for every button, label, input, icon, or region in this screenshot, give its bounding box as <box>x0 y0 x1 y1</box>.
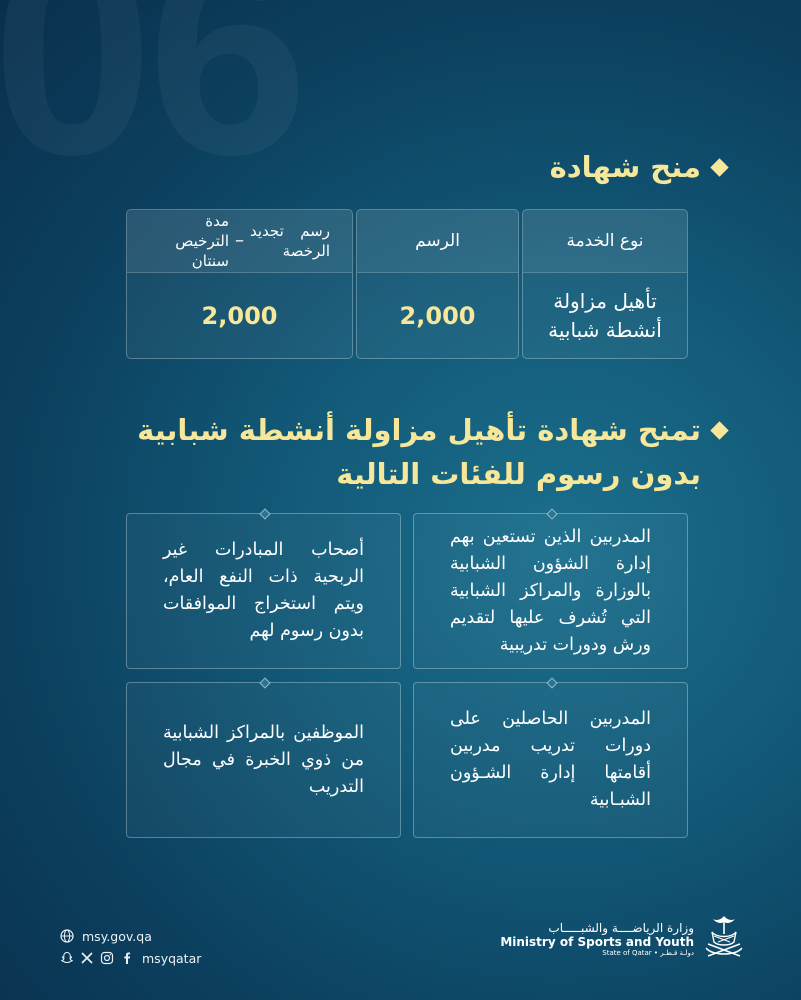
renewal-fee-value: 2,000 <box>201 301 278 330</box>
heading-text: تمنح شهادة تأهيل مزاولة أنشطة شبابية بدون رسوم للفئات التالية <box>137 413 701 491</box>
heading-text: منح شهادة <box>549 150 701 184</box>
footer-links <box>60 925 201 969</box>
diamond-bullet-icon <box>710 421 728 439</box>
renewal-fee-label: رسم تجديد الرخصة <box>250 222 330 260</box>
category-text: الموظفين بالمراكز الشبابية من ذوي الخبرة في مجال التدريب <box>163 722 364 797</box>
card-value: تأهيل مزاولة أنشطة شبابية <box>548 288 662 342</box>
state-label: State of Qatar • دولـة قـطـر <box>602 949 694 957</box>
heading-free-categories <box>116 408 726 496</box>
heading-grant-certificate <box>550 150 726 184</box>
card-fee <box>356 209 519 359</box>
facebook-icon[interactable] <box>120 951 134 965</box>
license-duration-label: مدة الترخيص سنتان <box>175 212 229 270</box>
instagram-icon[interactable] <box>100 951 114 965</box>
globe-icon <box>60 929 74 943</box>
category-box <box>126 513 401 669</box>
category-text: المدربين الذين تستعين بهم إدارة الشؤون الشبابية بالوزارة والمراكز الشبابية التي تُشرف عليها لتقديم ورش ودورات تدريبية <box>450 526 651 655</box>
category-text: أصحاب المبادرات غير الربحية ذات النفع العام، ويتم استخراج الموافقات بدون رسوم لهم <box>163 540 364 641</box>
ministry-name-arabic: وزارة الرياضــــة والشبـــــاب <box>548 921 694 935</box>
diamond-bullet-icon <box>710 158 728 176</box>
card-header <box>127 210 352 273</box>
card-renewal-fee <box>126 209 353 359</box>
ministry-logo <box>500 912 746 966</box>
category-box <box>413 513 688 669</box>
website-link[interactable]: msy.gov.qa <box>82 928 152 944</box>
card-header: الرسم <box>357 210 518 273</box>
card-header: نوع الخدمة <box>523 210 687 273</box>
category-text: المدربين الحاصلين على دورات تدريب مدربين أقامتها إدارة الشـؤون الشبـابية <box>450 709 651 810</box>
social-handle[interactable]: msyqatar <box>142 950 202 966</box>
category-box <box>126 682 401 838</box>
separator: – <box>235 230 244 251</box>
x-twitter-icon[interactable] <box>80 951 94 965</box>
fee-value: 2,000 <box>399 301 476 330</box>
card-service-type <box>522 209 688 359</box>
ministry-name-english: Ministry of Sports and Youth <box>500 935 694 949</box>
qatar-emblem-icon <box>702 912 746 966</box>
snapchat-icon[interactable] <box>60 951 74 965</box>
section-number-watermark <box>0 0 303 198</box>
category-box <box>413 682 688 838</box>
